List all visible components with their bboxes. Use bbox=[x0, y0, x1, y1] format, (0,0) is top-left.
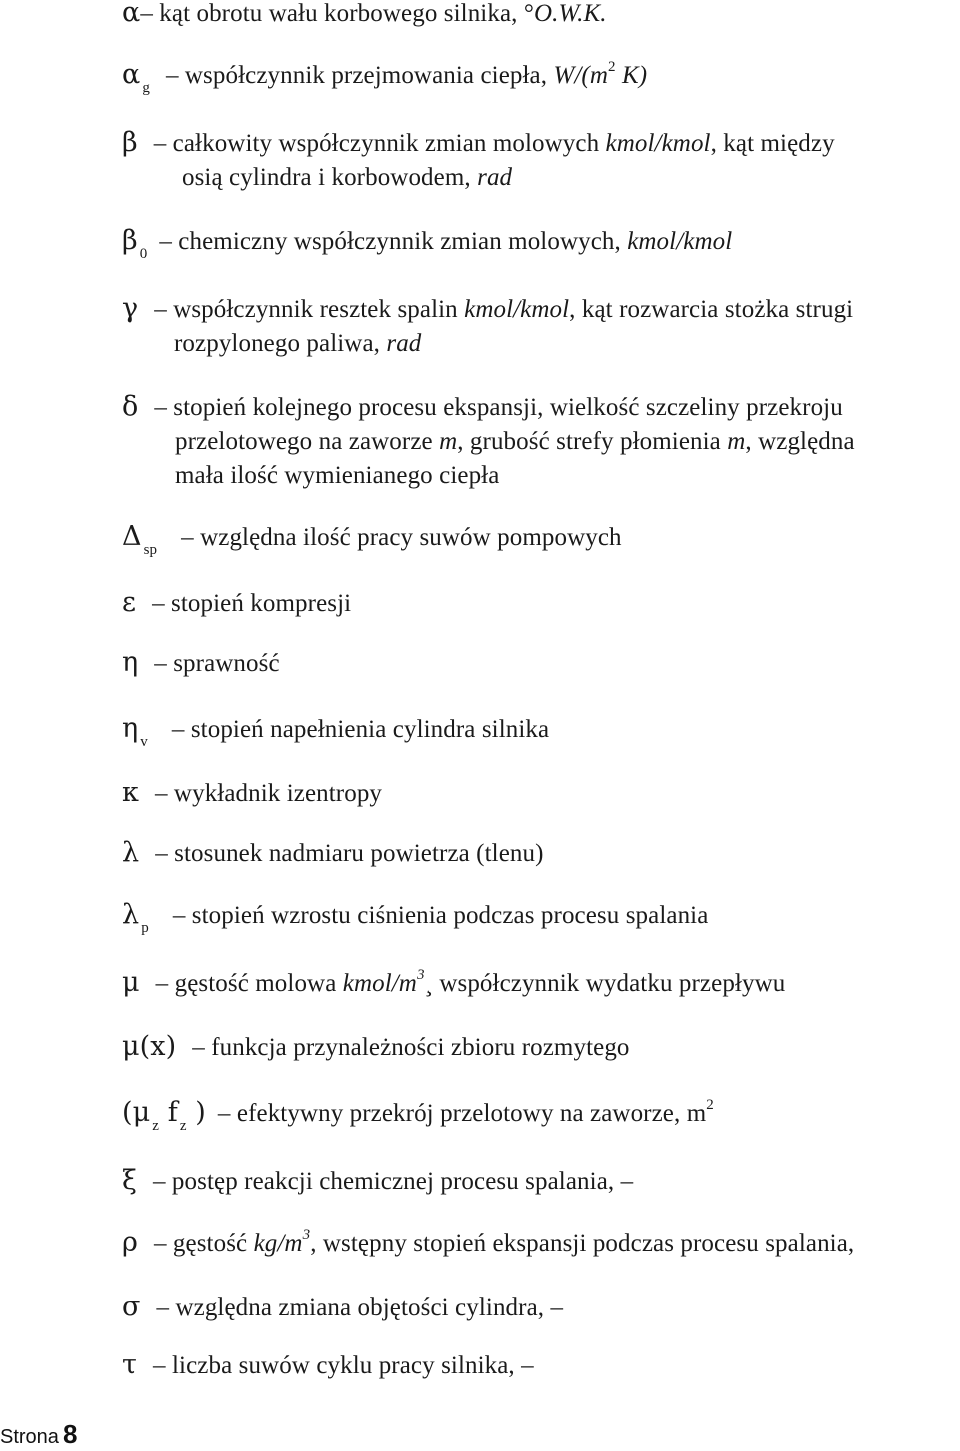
continuation-line: mała ilość wymienianego ciepła bbox=[175, 462, 500, 489]
symbol-entry-lambda bbox=[122, 836, 930, 871]
definition: , względna bbox=[745, 428, 855, 455]
unit: kmol/kmol bbox=[605, 130, 711, 157]
definition: – gęstość molowa bbox=[155, 970, 343, 997]
symbol: η bbox=[122, 647, 139, 678]
subscript: z bbox=[179, 1118, 187, 1134]
symbol: λ bbox=[122, 837, 140, 868]
definition: , wstępny stopień ekspansji podczas procesu spalania, bbox=[310, 1230, 855, 1257]
symbol: β bbox=[122, 225, 138, 256]
unit: O.W.K. bbox=[533, 0, 607, 27]
unit: rad bbox=[477, 164, 513, 191]
symbol: κ bbox=[122, 777, 139, 808]
subscript: 0 bbox=[139, 246, 148, 262]
symbol-entry-eta-v bbox=[122, 712, 930, 750]
symbol: α bbox=[122, 59, 141, 90]
symbol: ξ bbox=[122, 1165, 137, 1196]
definition: – postęp reakcji chemicznej procesu spalania, – bbox=[152, 1168, 634, 1195]
symbol-entry-delta-sp bbox=[122, 520, 930, 558]
symbol: Δ bbox=[122, 521, 142, 552]
definition: – sprawność bbox=[154, 650, 280, 677]
unit: K) bbox=[615, 62, 648, 89]
symbol-entry-alpha-g bbox=[122, 58, 930, 96]
subscript: sp bbox=[143, 542, 158, 558]
definition: , kąt rozwarcia stożka strugi bbox=[569, 296, 854, 323]
subscript: v bbox=[140, 734, 148, 750]
definition: – stopień napełnienia cylindra silnika bbox=[171, 716, 550, 743]
symbol: σ bbox=[122, 1291, 141, 1322]
continuation-line bbox=[122, 425, 930, 459]
definition: – współczynnik resztek spalin bbox=[154, 296, 465, 323]
page-number: 8 bbox=[62, 1419, 78, 1449]
superscript: 2 bbox=[608, 59, 616, 75]
superscript: 2 bbox=[706, 1097, 714, 1113]
subscript: g bbox=[142, 80, 150, 96]
page-label: Strona bbox=[0, 1426, 59, 1448]
symbol-entry-xi bbox=[122, 1164, 930, 1199]
definition: – stopień wzrostu ciśnienia podczas procesu spalania bbox=[172, 902, 709, 929]
definition: ¸ współczynnik wydatku przepływu bbox=[424, 970, 786, 997]
symbol: ) bbox=[186, 1097, 206, 1128]
definition: – kąt obrotu wału korbowego silnika, ° bbox=[140, 0, 534, 27]
definition: – względna zmiana objętości cylindra, – bbox=[156, 1294, 564, 1321]
definition: – stopień kolejnego procesu ekspansji, wielkość szczeliny przekroju bbox=[154, 394, 843, 421]
definition: – liczba suwów cyklu pracy silnika, – bbox=[153, 1352, 534, 1379]
symbol: δ bbox=[122, 391, 139, 422]
page-footer bbox=[0, 1420, 77, 1451]
definition: przelotowego na zaworze bbox=[175, 428, 440, 455]
symbol: μ bbox=[122, 967, 140, 998]
definition: rozpylonego paliwa, bbox=[174, 330, 387, 357]
symbol: ε bbox=[122, 587, 137, 618]
symbol-entry-tau bbox=[122, 1348, 930, 1383]
symbol: γ bbox=[122, 293, 139, 324]
unit: kg/m bbox=[253, 1230, 303, 1257]
definition: – stosunek nadmiaru powietrza (tlenu) bbox=[155, 840, 544, 867]
symbol: β bbox=[122, 127, 138, 158]
symbol: μ(x) bbox=[122, 1031, 177, 1062]
symbol-entry-beta bbox=[122, 126, 930, 195]
definition: – wykładnik izentropy bbox=[154, 780, 383, 807]
unit: rad bbox=[386, 330, 422, 357]
symbol-entry-beta-0 bbox=[122, 224, 930, 262]
symbol-entry-eta bbox=[122, 646, 930, 681]
definition: – chemiczny współczynnik zmian molowych, bbox=[159, 228, 628, 255]
symbol-entry-sigma bbox=[122, 1290, 930, 1325]
definition: osią cylindra i korbowodem, bbox=[182, 164, 478, 191]
unit: W/(m bbox=[553, 62, 609, 89]
symbol-entry-lambda-p bbox=[122, 898, 930, 936]
unit: kmol/kmol bbox=[464, 296, 570, 323]
definition: – względna ilość pracy suwów pompowych bbox=[181, 524, 622, 551]
continuation-line bbox=[122, 161, 930, 195]
definition: – gęstość bbox=[153, 1230, 254, 1257]
symbol-entry-rho bbox=[122, 1226, 930, 1264]
unit: m bbox=[439, 428, 458, 455]
symbol-entry-delta bbox=[122, 390, 930, 493]
definition: – współczynnik przejmowania ciepła, bbox=[165, 62, 554, 89]
symbol: f bbox=[159, 1097, 178, 1128]
symbol-entry-mu bbox=[122, 966, 930, 1004]
definition: – stopień kompresji bbox=[152, 590, 352, 617]
symbol: α bbox=[122, 0, 141, 28]
symbol-entry-mu-x bbox=[122, 1030, 930, 1065]
symbol: λ bbox=[122, 899, 140, 930]
definition: – efektywny przekrój przelotowy na zaworze, m bbox=[217, 1100, 707, 1127]
symbol-entry-mu-z-f-z bbox=[122, 1096, 930, 1134]
symbol: (μ bbox=[122, 1097, 151, 1128]
definition: , kąt między bbox=[710, 130, 835, 157]
superscript: 3 bbox=[416, 967, 425, 983]
definition: , grubość strefy płomienia bbox=[457, 428, 728, 455]
symbol: η bbox=[122, 713, 139, 744]
unit: m bbox=[727, 428, 746, 455]
symbol-entry-kappa bbox=[122, 776, 930, 811]
symbol: ρ bbox=[122, 1227, 138, 1258]
symbol-entry-alpha bbox=[122, 0, 930, 31]
unit: kmol/kmol bbox=[627, 228, 733, 255]
symbol: τ bbox=[122, 1349, 138, 1380]
superscript: 3 bbox=[302, 1227, 311, 1243]
definition: – funkcja przynależności zbioru rozmytego bbox=[192, 1034, 630, 1061]
symbol-entry-gamma bbox=[122, 292, 930, 361]
subscript: z bbox=[152, 1118, 160, 1134]
subscript: p bbox=[141, 920, 149, 936]
continuation-line bbox=[122, 327, 930, 361]
unit: kmol/m bbox=[342, 970, 417, 997]
definition: – całkowity współczynnik zmian molowych bbox=[153, 130, 606, 157]
symbol-entry-epsilon bbox=[122, 586, 930, 621]
